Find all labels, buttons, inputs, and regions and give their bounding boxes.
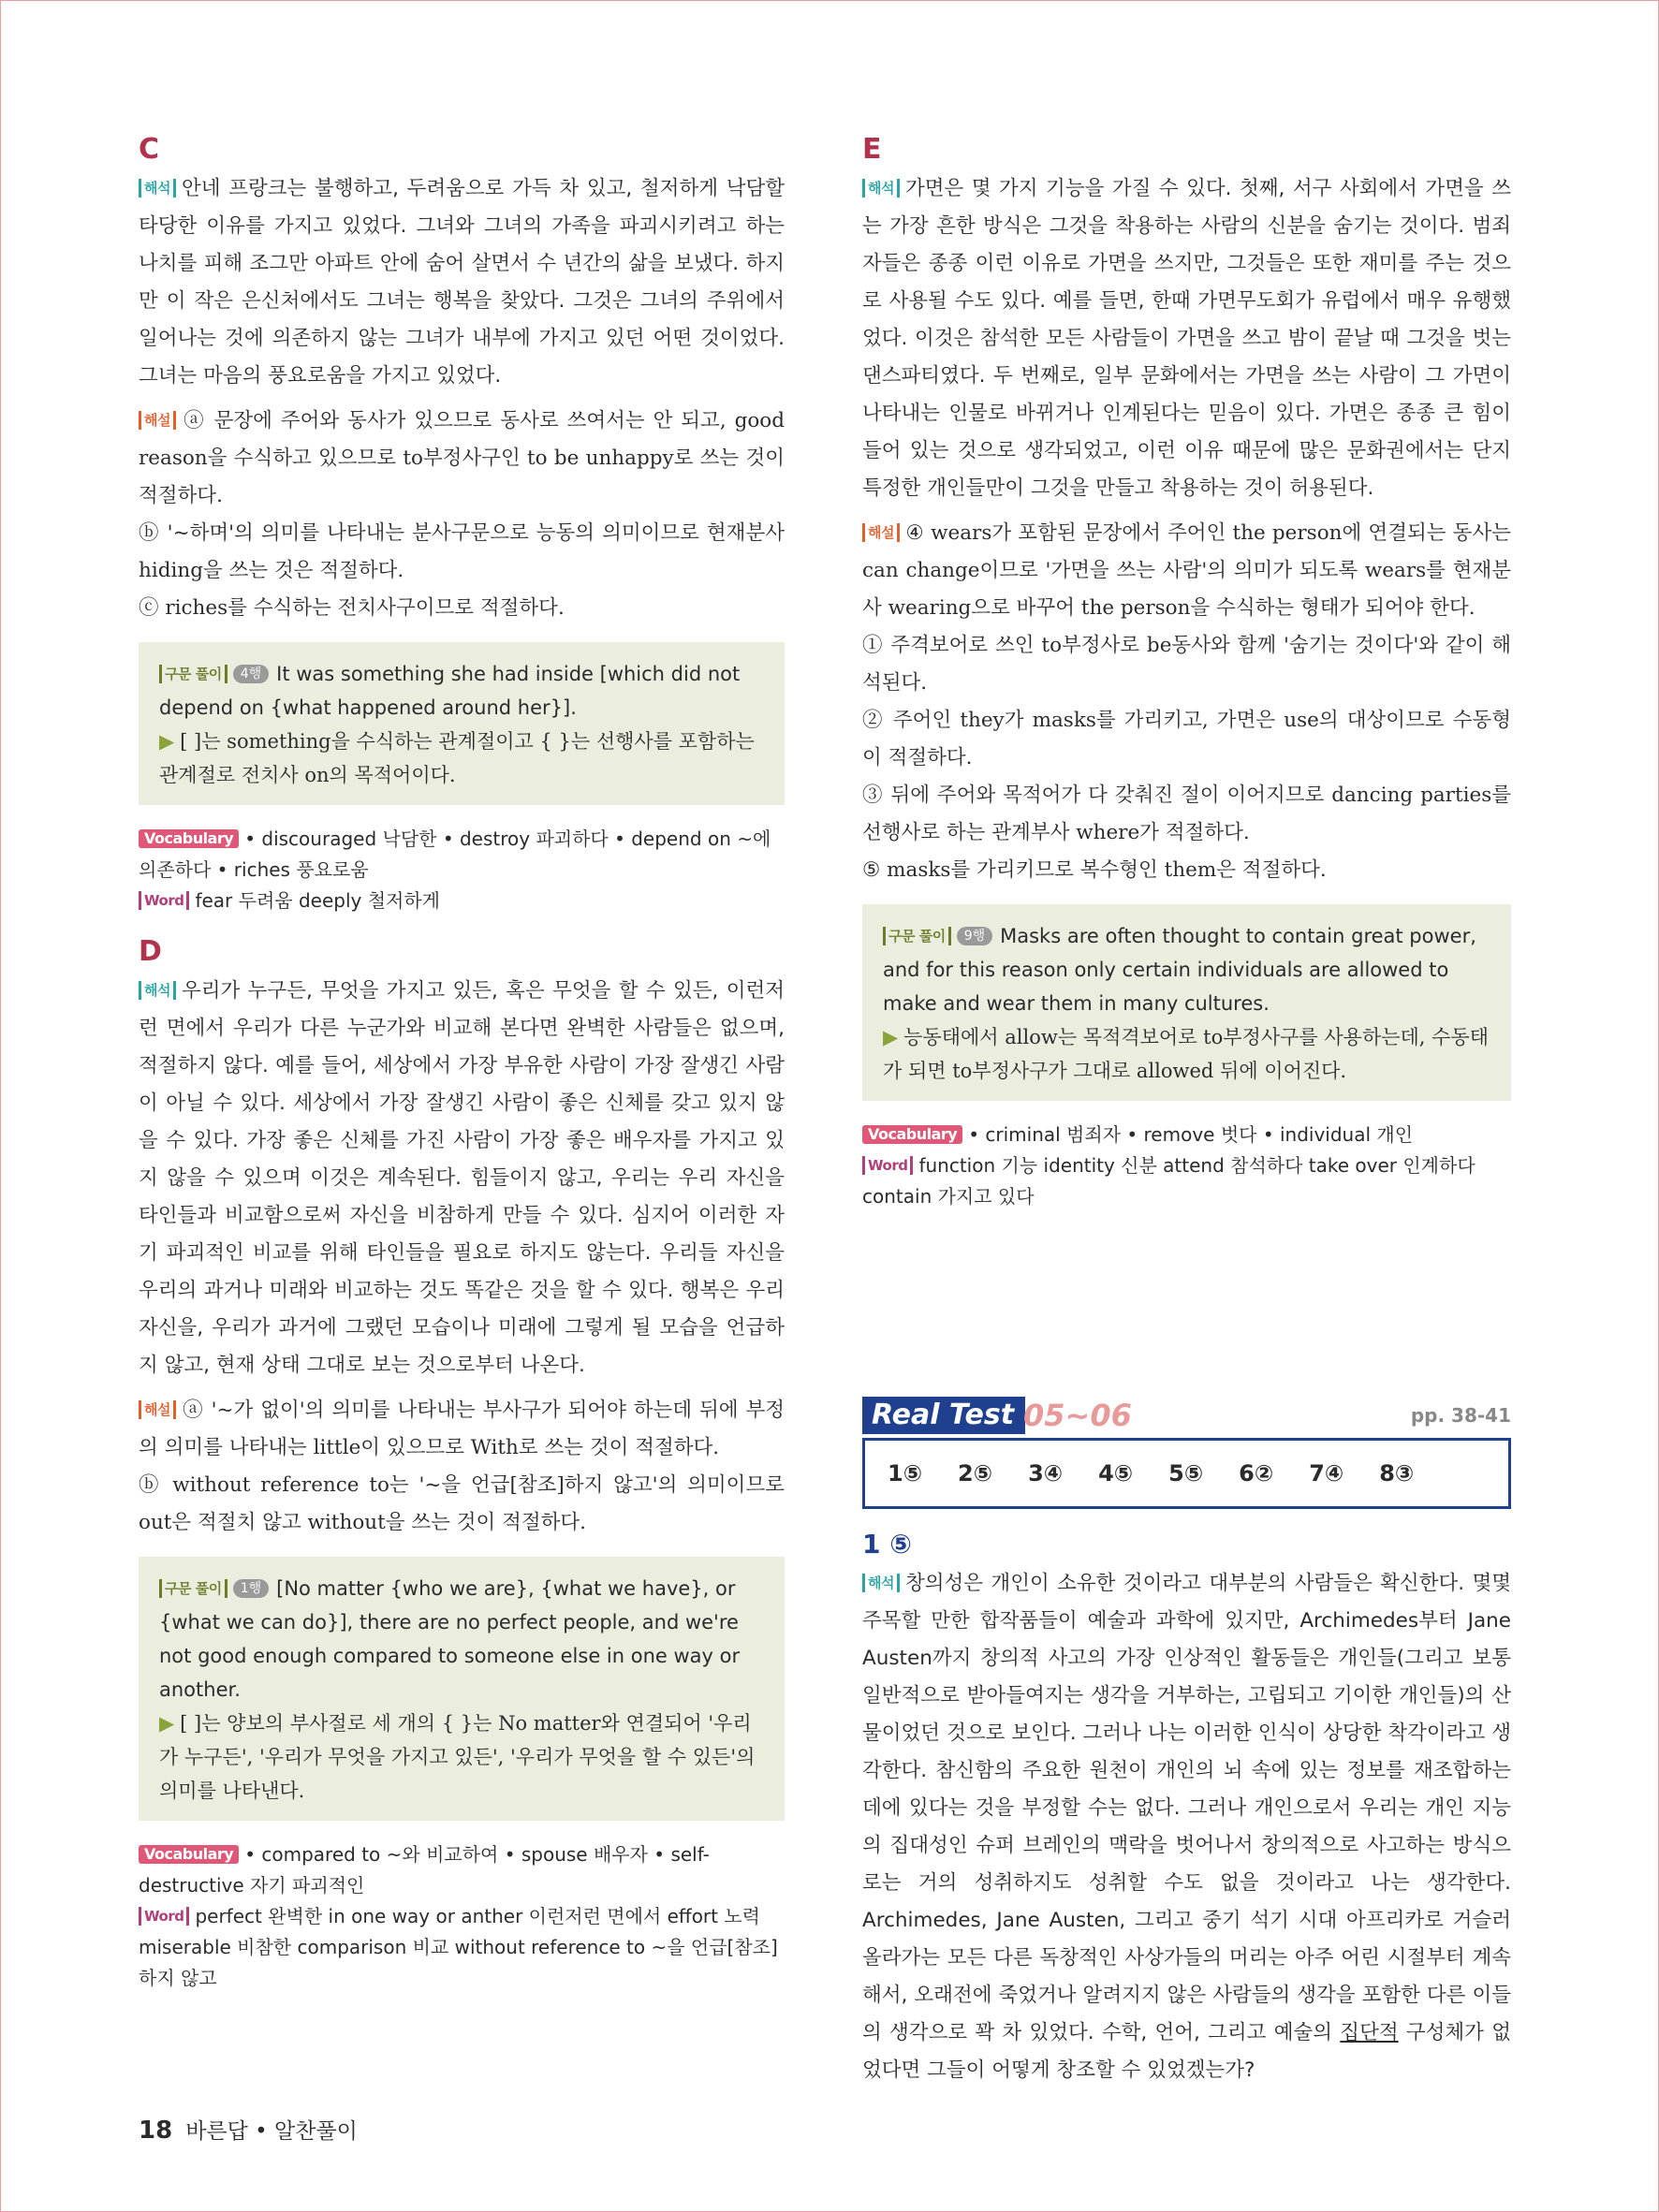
answer-item: 4⑤ xyxy=(1098,1460,1134,1487)
word-line xyxy=(862,1150,1511,1212)
section-letter-d: D xyxy=(139,935,162,968)
translation-text-a: 창의성은 개인이 소유한 것이라고 대부분의 사람들은 확신한다. 몇몇 주목할 만한 합작품들이 예술과 과학에 있지만, Archimedes부터 Jane Austen까지 창의적 사고의 가장 인상적인 활동들은 개인들(그리고 보통 일반적으로 받아들여지는 생각을 거부하는, 고립되고 기이한 개인들)의 산물이었던 것으로 보인다. 그러나 나는 이러한 인식이 상당한 착각이라고 생각한다. 참신함의 주요한 원천이 개인의 뇌 속에 있는 정보를 재조합하는 데에 있다는 것을 부정할 수는 없다. 그러나 개인으로서 우리는 개인 지능의 집대성인 슈퍼 브레인의 맥락을 벗어나서 창의적으로 사고하는 방식으로는 거의 성취하지도 성취할 수도 없을 것이라고 나는 생각한다. Archimedes, Jane Austen, 그리고 중기 석기 시대 아프리카로 거슬러 올라가는 모든 다른 독창적인 사상가들의 머리는 아주 어린 시절부터 계속해서, 오래전에 죽었거나 알려지지 않은 사람들의 생각을 포함한 다른 이들의 생각으로 꽉 차 있었다. 수학, 언어, 그리고 예술의 xyxy=(862,1572,1511,2044)
word-tag: Word xyxy=(139,891,189,910)
structure-note-line xyxy=(883,1020,1490,1088)
section-d xyxy=(139,933,785,1994)
word-tag: Word xyxy=(139,1907,189,1926)
translation-text: 안네 프랑크는 불행하고, 두려움으로 가득 차 있고, 철저하게 낙담할 타당한 이유를 가지고 있었다. 그녀와 그녀의 가족을 파괴시키려고 하는 나치를 피해 조그만 아파트 안에 숨어 살면서 수 년간의 삶을 보냈다. 하지만 이 작은 은신처에서도 그녀는 행복을 찾았다. 그것은 그녀의 주위에서 일어나는 것에 의존하지 않는 그녀가 내부에 가지고 있던 어떤 것이었다. 그녀는 마음의 풍요로움을 가지고 있었다. xyxy=(139,177,785,388)
vocab-block-e xyxy=(862,1120,1511,1212)
translation-d xyxy=(139,973,785,1384)
real-test-header xyxy=(862,1395,1511,1441)
explanation-item: ⑤ masks를 가리키므로 복수형인 them은 적절하다. xyxy=(862,858,1327,882)
answer-item: 3④ xyxy=(1028,1460,1064,1487)
line-number-badge: 1행 xyxy=(233,1579,269,1598)
page-number: 18 xyxy=(139,2117,173,2145)
explanation-item: ③ 뒤에 주어와 목적어가 다 갖춰진 절이 이어지므로 dancing parties를 선행사로 하는 관계부사 where가 적절하다. xyxy=(862,784,1511,844)
section-letter-c: C xyxy=(139,133,160,166)
answer-item: 2⑤ xyxy=(958,1460,993,1487)
line-number-badge: 4행 xyxy=(233,665,269,683)
word-text: perfect 완벽한 in one way or anther 이런저런 면에서 effort 노력 miserable 비참한 comparison 비교 without reference to ~을 언급[참조]하지 않고 xyxy=(139,1905,778,1989)
structure-sentence: [No matter {who we are}, {what we have}, or {what we can do}], there are no perfect people, and we're not good enough compared to someone else in one way or another. xyxy=(159,1577,741,1701)
explanation-c xyxy=(139,403,785,627)
structure-note-line xyxy=(159,725,764,792)
explanation-item: ⓒ riches를 수식하는 전치사구이므로 적절하다. xyxy=(139,596,565,620)
triangle-bullet-icon: ▶ xyxy=(159,730,175,753)
vocabulary-tag: Vocabulary xyxy=(862,1125,962,1144)
structure-tag: 구문 풀이 xyxy=(159,1579,228,1598)
explanation-tag: 해설 xyxy=(139,1400,176,1419)
translation-tag: 해석 xyxy=(862,179,900,198)
real-test-panel xyxy=(862,1395,1511,2097)
vocabulary-text: • compared to ~와 비교하여 • spouse 배우자 • self-destructive 자기 파괴적인 xyxy=(139,1843,710,1897)
book-label: 바른답 • 알찬풀이 xyxy=(185,2119,358,2144)
explanation-item: ⓐ '~가 없이'의 의미를 나타내는 부사구가 되어야 하는데 뒤에 부정의 의미를 나타내는 little이 있으므로 With로 쓰는 것이 적절하다. xyxy=(139,1399,785,1459)
vocabulary-tag: Vocabulary xyxy=(139,1845,239,1864)
translation-e xyxy=(862,170,1511,507)
section-e xyxy=(862,131,1511,1212)
structure-note: 능동태에서 allow는 목적격보어로 to부정사구를 사용하는데, 수동태가 되면 to부정사구가 그대로 allowed 뒤에 이어진다. xyxy=(883,1026,1490,1082)
vocabulary-text: • criminal 범죄자 • remove 벗다 • individual 개인 xyxy=(968,1123,1414,1146)
word-text: function 기능 identity 신분 attend 참석하다 take over 인계하다 contain 가지고 있다 xyxy=(862,1154,1475,1208)
explanation-tag: 해설 xyxy=(862,523,900,542)
structure-box-c xyxy=(139,642,785,805)
answer-key xyxy=(862,1441,1511,1509)
left-column xyxy=(139,131,785,2011)
structure-note: [ ]는 something을 수식하는 관계절이고 { }는 선행사를 포함하는 관계절로 전치사 on의 목적어이다. xyxy=(159,730,755,786)
real-test-pages: pp. 38-41 xyxy=(1410,1404,1511,1427)
vocab-block-c xyxy=(139,824,785,916)
word-line xyxy=(139,1901,785,1994)
word-tag: Word xyxy=(862,1156,913,1175)
translation-tag: 해석 xyxy=(139,981,176,1000)
structure-sentence: Masks are often thought to contain great power, and for this reason only certain individuals are allowed to make and wear them in many cultures. xyxy=(883,925,1476,1015)
structure-tag: 구문 풀이 xyxy=(883,927,951,945)
triangle-bullet-icon: ▶ xyxy=(159,1712,175,1735)
explanation-e xyxy=(862,515,1511,889)
structure-note-line xyxy=(159,1707,764,1808)
explanation-item: ⓑ '~하며'의 의미를 나타내는 분사구문으로 능동의 의미이므로 현재분사 hiding을 쓰는 것은 적절하다. xyxy=(139,521,785,582)
vocabulary-tag: Vocabulary xyxy=(139,829,239,848)
real-test-title: Real Test xyxy=(862,1397,1025,1434)
page-footer xyxy=(139,2114,358,2145)
vocabulary-line xyxy=(139,824,785,886)
real-test-range: 05~06 xyxy=(1023,1398,1132,1433)
translation-tag: 해석 xyxy=(139,179,176,198)
explanation-tag: 해설 xyxy=(139,411,176,430)
structure-box-e xyxy=(862,904,1511,1101)
word-line xyxy=(139,886,785,916)
vocabulary-text: • discouraged 낙담한 • destroy 파괴하다 • depend on ~에 의존하다 • riches 풍요로움 xyxy=(139,828,771,881)
translation-c xyxy=(139,170,785,395)
vocabulary-line xyxy=(862,1120,1511,1150)
explanation-item: ⓑ without reference to는 '~을 언급[참조]하지 않고'의 의미이므로 out은 적절치 않고 without을 쓰는 것이 적절하다. xyxy=(139,1473,785,1534)
structure-tag: 구문 풀이 xyxy=(159,665,228,683)
answer-item: 8③ xyxy=(1379,1460,1415,1487)
right-column xyxy=(862,131,1511,1229)
explanation-item: ⓐ 문장에 주어와 동사가 있으므로 동사로 쓰여서는 안 되고, good reason을 수식하고 있으므로 to부정사구인 to be unhappy로 쓰는 것이 적절하다. xyxy=(139,409,785,507)
answer-item: 7④ xyxy=(1309,1460,1344,1487)
explanation-d xyxy=(139,1392,785,1542)
translation-text-b: 구성체가 없었다면 그들이 어떻게 창조할 수 있었겠는가? xyxy=(862,2021,1511,2082)
structure-box-d xyxy=(139,1557,785,1821)
line-number-badge: 9행 xyxy=(957,927,992,945)
answer-item: 5⑤ xyxy=(1168,1460,1204,1487)
answer-item: 1⑤ xyxy=(888,1460,923,1487)
triangle-bullet-icon: ▶ xyxy=(883,1026,899,1048)
explanation-item: ④ wears가 포함된 문장에서 주어인 the person에 연결되는 동사는 can change이므로 '가면을 쓰는 사람'의 의미가 되도록 wears를 현재분사 wearing으로 바꾸어 the person을 수식하는 형태가 되어야 한다. xyxy=(862,521,1511,620)
question-1-translation xyxy=(862,1565,1511,2089)
answer-item: 6② xyxy=(1239,1460,1274,1487)
vocabulary-line xyxy=(139,1839,785,1901)
section-c xyxy=(139,131,785,916)
section-letter-e: E xyxy=(862,133,882,166)
explanation-item: ② 주어인 they가 masks를 가리키고, 가면은 use의 대상이므로 수동형이 적절하다. xyxy=(862,709,1511,769)
explanation-item: ① 주격보어로 쓰인 to부정사로 be동사와 함께 '숨기는 것이다'와 같이 해석된다. xyxy=(862,634,1511,695)
question-number: 1 ⑤ xyxy=(862,1529,912,1560)
structure-note: [ ]는 양보의 부사절로 세 개의 { }는 No matter와 연결되어 '우리가 누구든', '우리가 무엇을 가지고 있든', '우리가 무엇을 할 수 있든'의 의미를 나타낸다. xyxy=(159,1712,756,1802)
vocab-block-d xyxy=(139,1839,785,1994)
structure-sentence: It was something she had inside [which did not depend on {what happened around her}]. xyxy=(159,663,741,719)
underlined-word: 집단적 xyxy=(1340,2021,1399,2044)
question-1 xyxy=(862,1526,1511,2089)
word-text: fear 두려움 deeply 철저하게 xyxy=(195,889,440,912)
translation-tag: 해석 xyxy=(862,1574,900,1592)
translation-text: 가면은 몇 가지 기능을 가질 수 있다. 첫째, 서구 사회에서 가면을 쓰는 가장 흔한 방식은 그것을 착용하는 사람의 신분을 숨기는 것이다. 범죄자들은 종종 이런 이유로 가면을 쓰지만, 그것들은 또한 재미를 주는 것으로 사용될 수도 있다. 예를 들면, 한때 가면무도회가 유럽에서 매우 유행했었다. 이것은 참석한 모든 사람들이 가면을 쓰고 밤이 끝날 때 그것을 벗는 댄스파티였다. 두 번째로, 일부 문화에서는 가면을 쓰는 사람이 그 가면이 나타내는 인물로 바뀌거나 인계된다는 믿음이 있다. 가면은 종종 큰 힘이 들어 있는 것으로 생각되었고, 이런 이유 때문에 많은 문화권에서는 단지 특정한 개인들만이 그것을 만들고 착용하는 것이 허용된다. xyxy=(862,177,1511,500)
translation-text: 우리가 누구든, 무엇을 가지고 있든, 혹은 무엇을 할 수 있든, 이런저런 면에서 우리가 다른 누군가와 비교해 본다면 완벽한 사람들은 없으며, 적절하지 않다. 예를 들어, 세상에서 가장 부유한 사람이 가장 잘생긴 사람이 아닐 수 있다. 세상에서 가장 잘생긴 사람이 좋은 신체를 갖고 있지 않을 수 있다. 가장 좋은 신체를 가진 사람이 가장 좋은 배우자를 가지고 있지 않을 수 있으며 이것은 계속된다. 힘들이지 않고, 우리는 우리 자신을 타인들과 비교함으로써 자신을 비참하게 만들 수 있다. 심지어 이러한 자기 파괴적인 비교를 위해 타인들을 필요로 하지도 않는다. 우리들 자신을 우리의 과거나 미래와 비교하는 것도 똑같은 것을 할 수 있다. 행복은 우리 자신을, 우리가 과거에 그랬던 모습이나 미래에 그렇게 될 모습을 언급하지 않고, 현재 상태 그대로 보는 것으로부터 나온다. xyxy=(139,979,785,1377)
